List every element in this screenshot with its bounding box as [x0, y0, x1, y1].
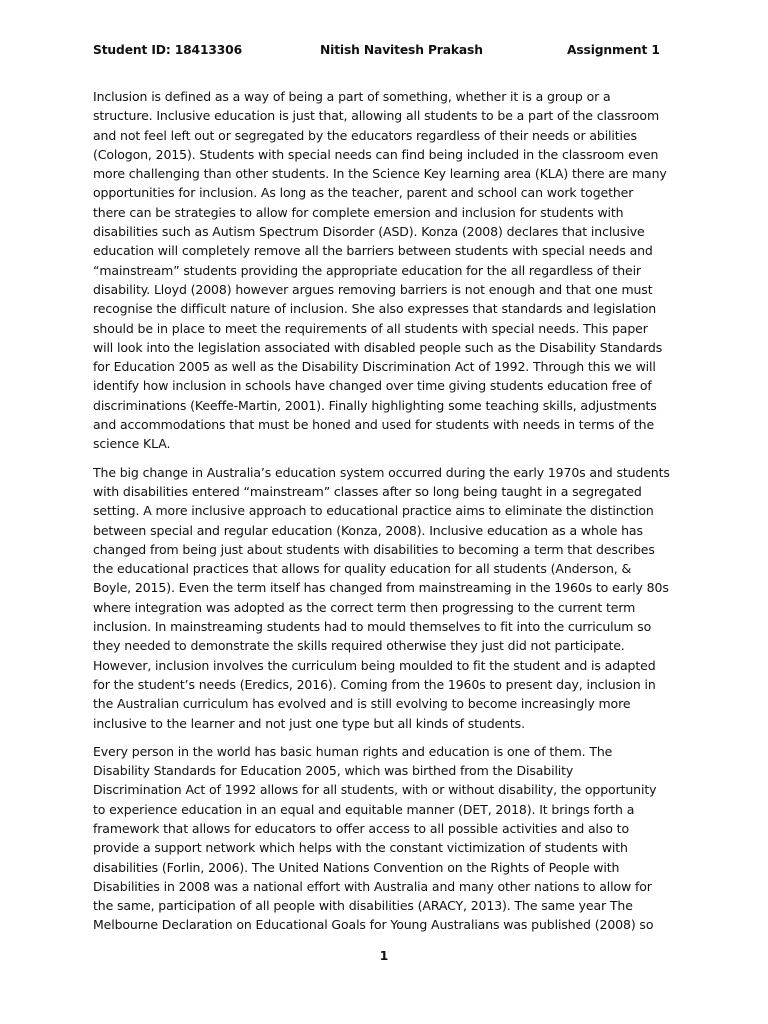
text-line: should be in place to meet the requirements of all students with special needs. This paper — [93, 320, 648, 336]
text-line: where integration was adopted as the correct term then progressing to the current term — [93, 599, 636, 615]
paragraph — [93, 87, 673, 454]
text-line: with disabilities entered “mainstream” classes after so long being taught in a segregated — [93, 483, 642, 499]
text-line: framework that allows for educators to offer access to all possible activities and also to — [93, 820, 629, 836]
text-line: Boyle, 2015). Even the term itself has changed from mainstreaming in the 1960s to early 80s — [93, 580, 669, 596]
page-number: 1 — [379, 948, 389, 963]
text-line: discriminations (Keeffe-Martin, 2001). Finally highlighting some teaching skills, adjustments — [93, 397, 657, 413]
text-line: “mainstream” students providing the appropriate education for the all regardless of their — [93, 262, 641, 278]
text-line: identify how inclusion in schools have changed over time giving students education free of — [93, 378, 652, 394]
text-line: and accommodations that must be honed and used for students with needs in terms of the — [93, 417, 655, 433]
text-line: Inclusion is defined as a way of being a part of something, whether it is a group or a — [93, 89, 611, 104]
assignment-label: Assignment 1 — [567, 43, 660, 57]
document-body — [93, 87, 673, 944]
text-line: education will completely remove all the barriers between students with special needs and — [93, 243, 653, 259]
text-line: inclusion. In mainstreaming students had to mould themselves to fit into the curriculum so — [93, 619, 652, 635]
text-line: for the student’s needs (Eredics, 2016). Coming from the 1960s to present day, inclusion in — [93, 676, 656, 692]
text-line: will look into the legislation associated with disabled people such as the Disability Standards — [93, 339, 663, 355]
text-line: and not feel left out or segregated by the educators regardless of their needs or abilities — [93, 127, 637, 143]
text-line: the educational practices that allows for quality education for all students (Anderson, & — [93, 561, 632, 577]
paragraph — [93, 463, 673, 733]
page-header — [93, 43, 660, 61]
text-line: Disabilities in 2008 was a national effort with Australia and many other nations to allow for — [93, 878, 652, 894]
text-line: Discrimination Act of 1992 allows for all students, with or without disability, the opportunity — [93, 782, 657, 798]
text-line: Disability Standards for Education 2005, which was birthed from the Disability — [93, 763, 574, 779]
text-line: more challenging than other students. In the Science Key learning area (KLA) there are many — [93, 166, 667, 182]
text-line: for Education 2005 as well as the Disability Discrimination Act of 1992. Through this we will — [93, 359, 656, 375]
text-line: changed from being just about students with disabilities to becoming a term that describes — [93, 541, 655, 557]
text-line: structure. Inclusive education is just that, allowing all students to be a part of the classroom — [93, 108, 660, 124]
text-line: Every person in the world has basic human rights and education is one of them. The — [93, 743, 613, 759]
text-line: recognise the difficult nature of inclusion. She also expresses that standards and legislation — [93, 301, 657, 317]
text-line: the Australian curriculum has evolved and is still evolving to become increasingly more — [93, 696, 631, 712]
text-line: there can be strategies to allow for complete emersion and inclusion for students with — [93, 204, 624, 220]
text-line: The big change in Australia’s education system occurred during the early 1970s and students — [93, 464, 670, 480]
text-line: disabilities (Forlin, 2006). The United Nations Convention on the Rights of People with — [93, 859, 620, 875]
text-line: science KLA. — [93, 436, 171, 452]
text-line: Melbourne Declaration on Educational Goals for Young Australians was published (2008) so — [93, 917, 654, 933]
text-line: setting. A more inclusive approach to educational practice aims to eliminate the distinction — [93, 503, 654, 519]
student-id: Student ID: 18413306 — [93, 43, 242, 57]
text-line: However, inclusion involves the curriculum being moulded to fit the student and is adapted — [93, 657, 656, 673]
paragraph — [93, 742, 673, 935]
text-line: provide a support network which helps with the constant victimization of students with — [93, 840, 628, 856]
text-line: disabilities such as Autism Spectrum Disorder (ASD). Konza (2008) declares that inclusive — [93, 224, 645, 240]
text-line: opportunities for inclusion. As long as the teacher, parent and school can work together — [93, 185, 634, 201]
text-line: (Cologon, 2015). Students with special needs can find being included in the classroom even — [93, 146, 659, 162]
text-line: to experience education in an equal and equitable manner (DET, 2018). It brings forth a — [93, 801, 635, 817]
student-name: Nitish Navitesh Prakash — [320, 43, 483, 57]
text-line: disability. Lloyd (2008) however argues removing barriers is not enough and that one must — [93, 281, 653, 297]
text-line: the same, participation of all people with disabilities (ARACY, 2013). The same year The — [93, 898, 633, 914]
text-line: inclusive to the learner and not just one type but all kinds of students. — [93, 715, 525, 731]
text-line: they needed to demonstrate the skills required otherwise they just did not participate. — [93, 638, 625, 654]
text-line: between special and regular education (Konza, 2008). Inclusive education as a whole has — [93, 522, 643, 538]
